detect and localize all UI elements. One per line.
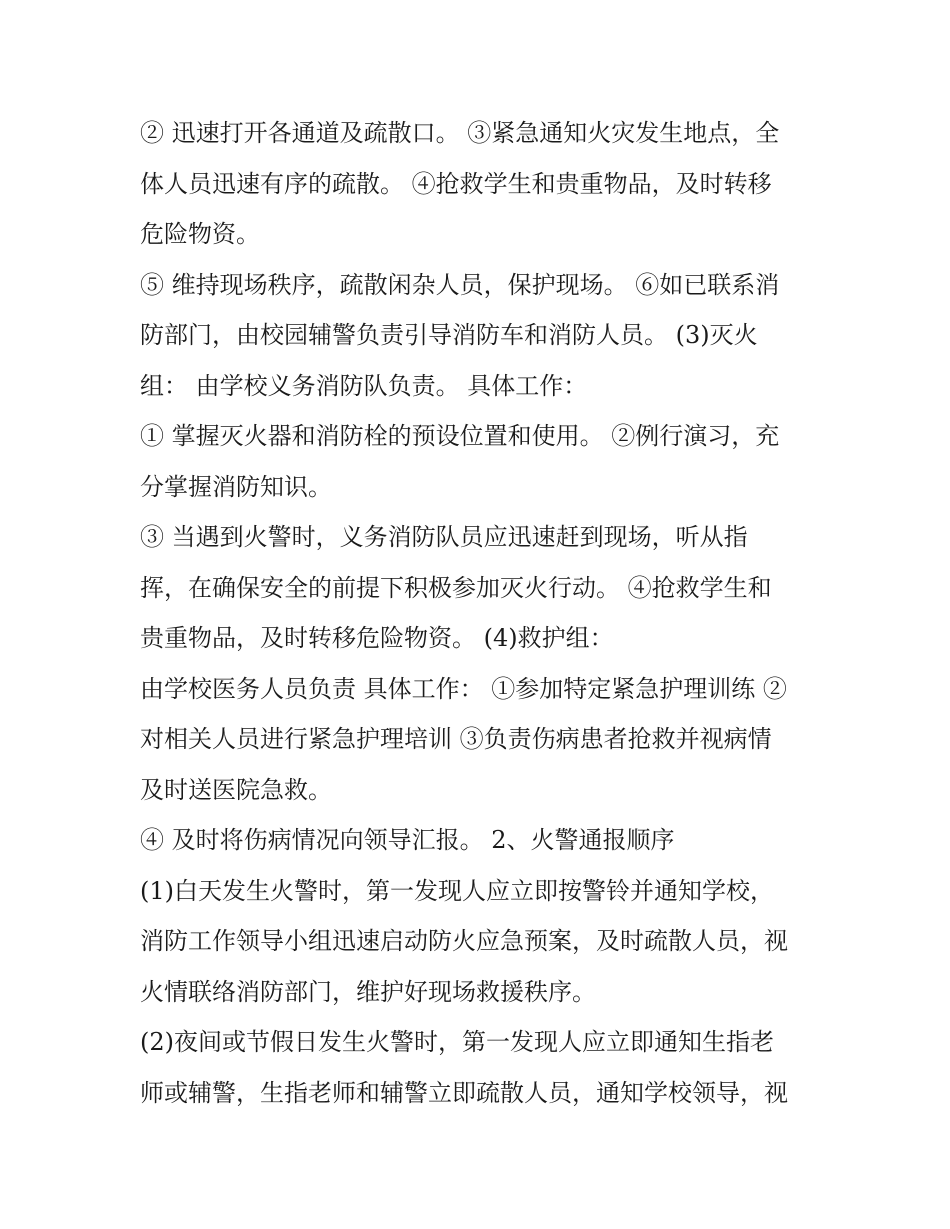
- text-line: ② 迅速打开各通道及疏散口。 ③紧急通知火灾发生地点，全: [140, 119, 780, 147]
- text-line: 由学校医务人员负责 具体工作： ①参加特定紧急护理训练 ②: [140, 674, 787, 703]
- text-line: 防部门，由校园辅警负责引导消防车和消防人员。 (3)灭火: [140, 321, 758, 349]
- text-line: ⑤ 维持现场秩序，疏散闲杂人员，保护现场。 ⑥如已联系消: [140, 270, 780, 299]
- text-line: (1)白天发生火警时，第一发现人应立即按警铃并通知学校，: [140, 876, 774, 905]
- text-line: 消防工作领导小组迅速启动防火应急预案，及时疏散人员，视: [140, 927, 788, 955]
- document-body: [140, 108, 820, 1118]
- text-line: ① 掌握灭火器和消防栓的预设位置和使用。 ②例行演习，充: [140, 422, 780, 450]
- text-line: 贵重物品，及时转移危险物资。 (4)救护组：: [140, 624, 614, 652]
- text-line: 对相关人员进行紧急护理培训 ③负责伤病患者抢救并视病情: [140, 725, 772, 753]
- text-line: 体人员迅速有序的疏散。 ④抢救学生和贵重物品，及时转移: [140, 169, 772, 198]
- text-line: ③ 当遇到火警时，义务消防队员应迅速赶到现场，听从指: [140, 523, 748, 551]
- text-line: 师或辅警，生指老师和辅警立即疏散人员，通知学校领导，视: [140, 1078, 788, 1107]
- text-line: 分掌握消防知识。: [140, 472, 332, 501]
- text-line: 组： 由学校义务消防队负责。 具体工作：: [140, 371, 588, 400]
- text-line: (2)夜间或节假日发生火警时，第一发现人应立即通知生指老: [140, 1028, 774, 1056]
- text-line: 火情联络消防部门，维护好现场救援秩序。: [140, 977, 596, 1006]
- text-line: ④ 及时将伤病情况向领导汇报。 2、火警通报顺序: [140, 826, 675, 854]
- text-line: 及时送医院急救。: [140, 775, 332, 804]
- text-line: 挥，在确保安全的前提下积极参加灭火行动。 ④抢救学生和: [140, 573, 772, 602]
- text-line: 危险物资。: [140, 220, 260, 248]
